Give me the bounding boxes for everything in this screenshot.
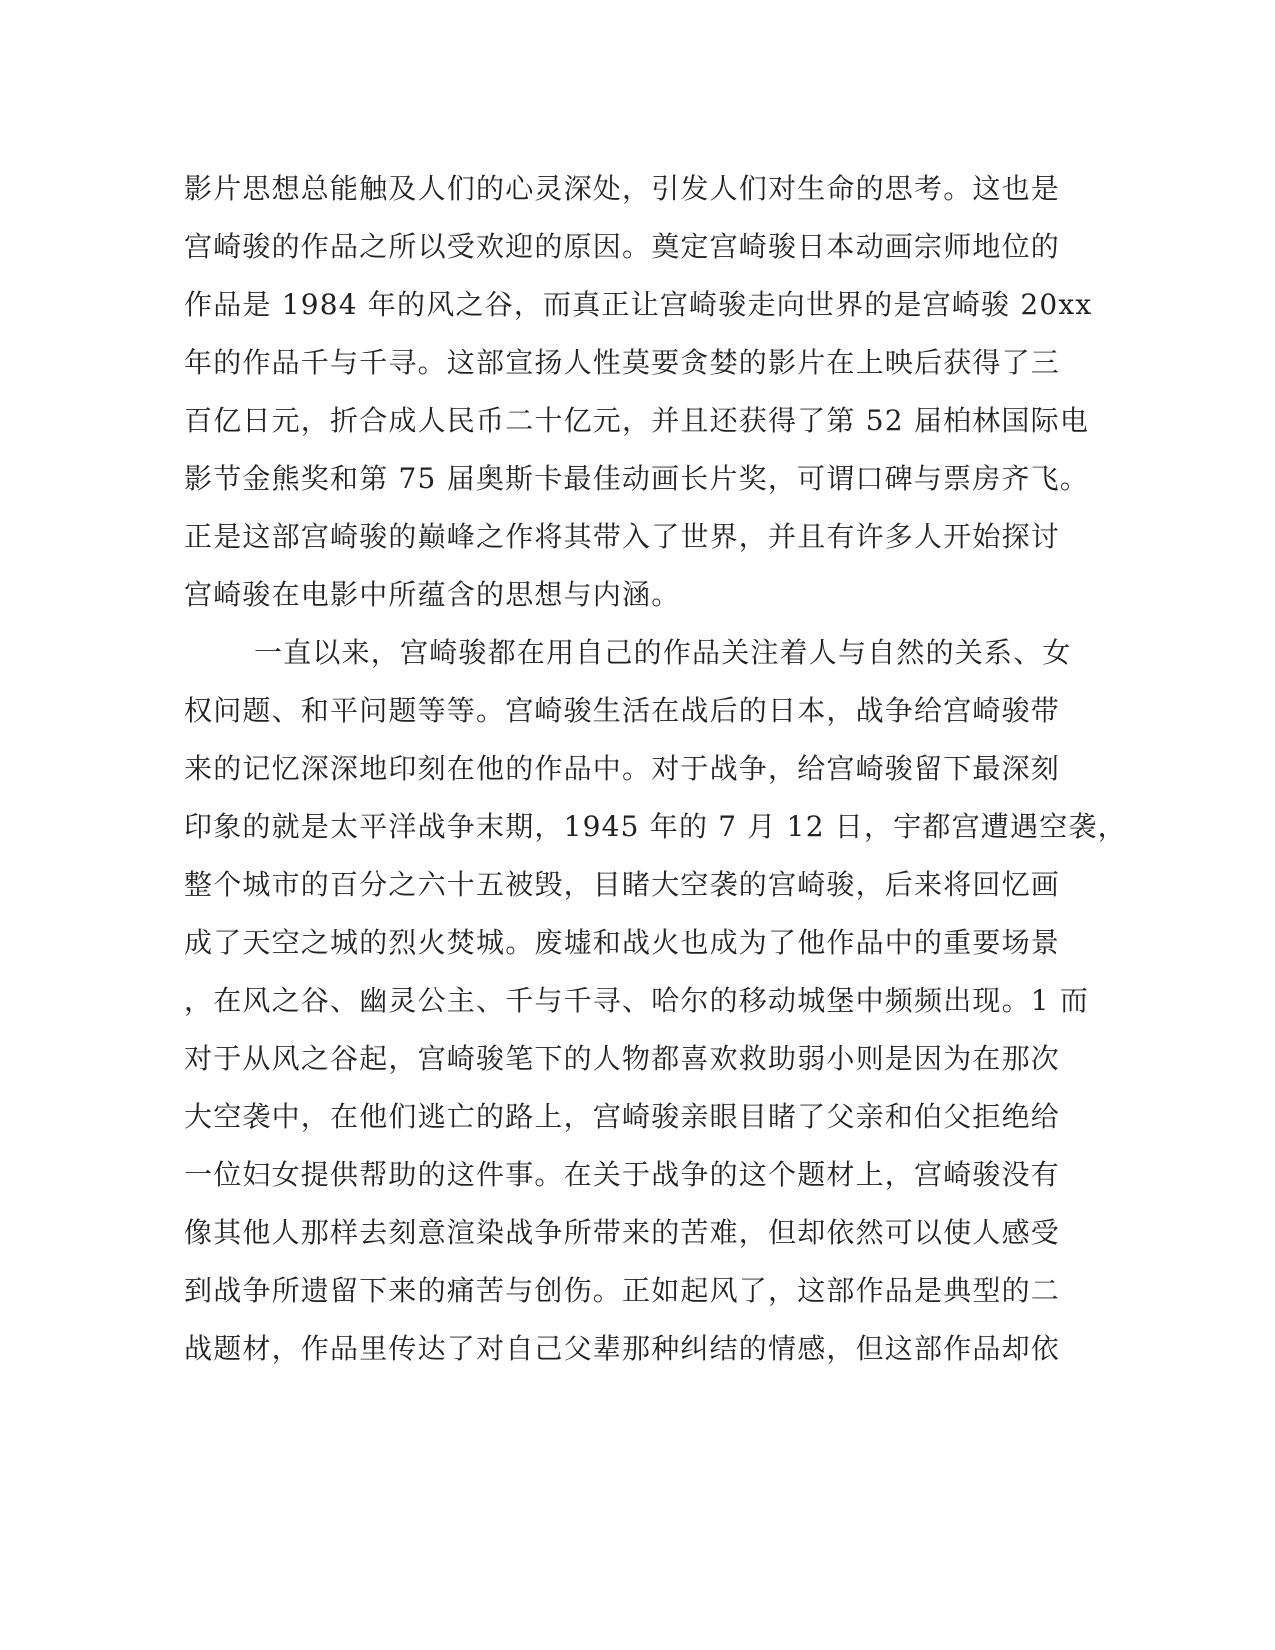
body-text: [184, 160, 1127, 1378]
text-line: 大空袭中，在他们逃亡的路上，宫崎骏亲眼目睹了父亲和伯父拒绝给: [184, 1100, 1061, 1133]
text-line: 整个城市的百分之六十五被毁，目睹大空袭的宫崎骏，后来将回忆画: [184, 868, 1061, 901]
text-line: 正是这部宫崎骏的巅峰之作将其带入了世界，并且有许多人开始探讨: [184, 520, 1061, 553]
text-line: 战题材，作品里传达了对自己父辈那种纠结的情感，但这部作品却依: [184, 1332, 1061, 1365]
text-line: 像其他人那样去刻意渲染战争所带来的苦难，但却依然可以使人感受: [184, 1216, 1061, 1249]
text-line: ，在风之谷、幽灵公主、千与千寻、哈尔的移动城堡中频频出现。1 而: [184, 984, 1090, 1017]
text-line: 到战争所遗留下来的痛苦与创伤。正如起风了，这部作品是典型的二: [184, 1274, 1061, 1307]
paragraph-start-line: 一直以来，宫崎骏都在用自己的作品关注着人与自然的关系、女: [254, 636, 1072, 669]
text-line: 对于从风之谷起，宫崎骏笔下的人物都喜欢救助弱小则是因为在那次: [184, 1042, 1061, 1075]
text-line: 影节金熊奖和第 75 届奥斯卡最佳动画长片奖，可谓口碑与票房齐飞。: [184, 462, 1090, 495]
text-line: 来的记忆深深地印刻在他的作品中。对于战争，给宫崎骏留下最深刻: [184, 752, 1061, 785]
text-line: 权问题、和平问题等等。宫崎骏生活在战后的日本，战争给宫崎骏带: [184, 694, 1061, 727]
text-line: 作品是 1984 年的风之谷，而真正让宫崎骏走向世界的是宫崎骏 20xx: [184, 288, 1093, 321]
text-line: 年的作品千与千寻。这部宣扬人性莫要贪婪的影片在上映后获得了三: [184, 346, 1061, 379]
text-line: 宫崎骏的作品之所以受欢迎的原因。奠定宫崎骏日本动画宗师地位的: [184, 230, 1061, 263]
text-line: 宫崎骏在电影中所蕴含的思想与内涵。: [184, 578, 681, 611]
text-line: 一位妇女提供帮助的这件事。在关于战争的这个题材上，宫崎骏没有: [184, 1158, 1061, 1191]
text-line: 百亿日元，折合成人民币二十亿元，并且还获得了第 52 届柏林国际电: [184, 404, 1090, 437]
text-line: 影片思想总能触及人们的心灵深处，引发人们对生命的思考。这也是: [184, 172, 1061, 205]
text-line: 印象的就是太平洋战争末期，1945 年的 7 月 12 日，宇都宫遭遇空袭，: [184, 810, 1127, 843]
text-line: 成了天空之城的烈火焚城。废墟和战火也成为了他作品中的重要场景: [184, 926, 1061, 959]
